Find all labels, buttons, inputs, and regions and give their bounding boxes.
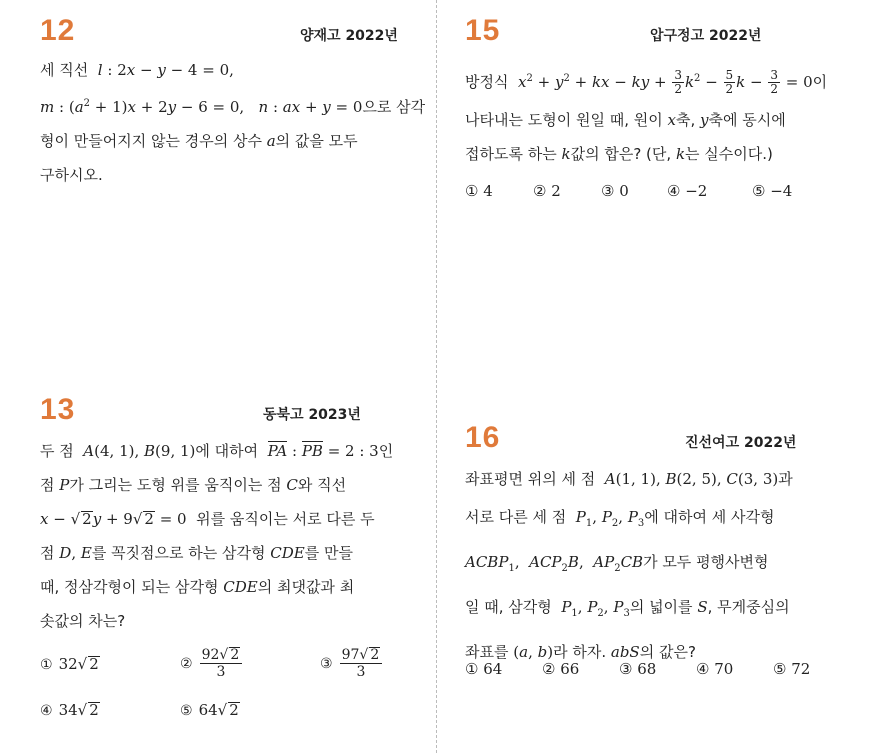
school-label: 동북고 2023년: [263, 407, 361, 423]
problem-number: 15: [465, 14, 501, 47]
choice-2[interactable]: ② $\frac{92√ 2}{3}$: [180, 647, 243, 680]
choice-1[interactable]: ① 64: [465, 660, 503, 678]
problem-text: 좌표평면 위의 세 점 A(1, 1), B(2, 5), C(3, 3)과 서로 다른 세 점 $P_1$, $P_2$, $P_3$에 대하여 세 사각형 $ACBP_1$, $ACP_2B$, $AP_2CB$가 모두 평행사변형 일 때, 삼각형 $P_1$, $P_2$, $P_3$의 넓이를 S, 무게중심의 좌표를 (a, b)라 하자. abS의 값은?: [465, 470, 793, 661]
problem-number: 12: [40, 14, 76, 47]
problem-text: 두 점 A(4, 1), B(9, 1)에 대하여 PA : PB = 2 : 3인 점 P가 그리는 도형 위를 움직이는 점 C와 직선 x − √ 2y + 9√ 2 = 0 위를 움직이는 서로 다른 두 점 D, E를 꼭짓점으로 하는 삼각형 CDE를 만들 때, 정삼각형이 되는 삼각형 CDE의 최댓값과 최 솟값의 차는?: [40, 442, 394, 630]
choice-1[interactable]: ① 4: [465, 182, 493, 200]
choice-2[interactable]: ② 66: [542, 660, 580, 678]
choice-5[interactable]: ⑤ 64√ 2: [180, 701, 239, 719]
school-label: 양재고 2022년: [300, 28, 398, 44]
choice-4[interactable]: ④ 70: [696, 660, 734, 678]
problem-text: 세 직선 l : 2x − y − 4 = 0, m : $(a^2 + 1)x + 2y - 6 = 0$, n : ax + y = 0으로 삼각 형이 만들어지지 않는 경우의 상수 a의 값을 모두 구하시오.: [40, 61, 426, 184]
school-label: 진선여고 2022년: [685, 435, 797, 451]
choice-4[interactable]: ④ 34√ 2: [40, 701, 99, 719]
choice-4[interactable]: ④ −2: [667, 182, 708, 200]
choice-3[interactable]: ③ $\frac{97√ 2}{3}$: [320, 647, 383, 680]
choice-3[interactable]: ③ 68: [619, 660, 657, 678]
choice-5[interactable]: ⑤ 72: [773, 660, 811, 678]
problem-text: 방정식 $x^2 + y^2$ + kx − ky + $\frac{3}{2}$ $k^2$ − $\frac{5}{2}$ k − $\frac{3}{2}$ = 0이 나타내는 도형이 원일 때, 원이 x축, y축에 동시에 접하도록 하는 k값의 합은? (단, k는 실수이다.): [465, 68, 828, 163]
problem-number: 13: [40, 393, 76, 426]
problem-number: 16: [465, 421, 501, 454]
school-label: 압구정고 2022년: [650, 28, 762, 44]
choice-1[interactable]: ① 32√ 2: [40, 655, 99, 673]
choice-5[interactable]: ⑤ −4: [752, 182, 793, 200]
choice-2[interactable]: ② 2: [533, 182, 561, 200]
choice-3[interactable]: ③ 0: [601, 182, 629, 200]
column-divider: [436, 0, 437, 753]
